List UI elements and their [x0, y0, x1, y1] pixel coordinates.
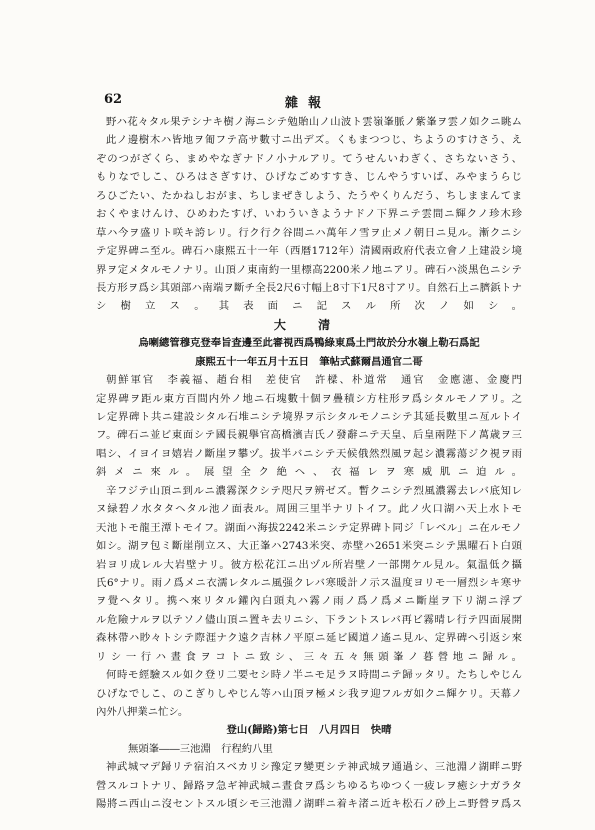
- text-line: 森林帶ハ眇々トシテ際涯ナク遠ク吉林ノ平原ニ延ビ國道ノ遙ニ見ル、定界碑ヘ引返シ來: [96, 632, 522, 645]
- text-line: 登山(歸路)第七日 八月四日 快晴: [226, 724, 392, 737]
- text-line: もりなでしこ、ひろはさぎすけ、ひげなごめすすき、じんやうすいば、みやまうらじ: [96, 171, 522, 184]
- document-body: [96, 113, 522, 814]
- text-line: 界ヲ定メタルモノナリ。山頂ノ東南約一里標高2200米ノ地ニアリ。碑石ハ淡黑色ニシテ: [96, 263, 522, 276]
- text-line: 辛フジテ山頂ニ到ルニ濃霧深クシテ咫尺ヲ辨ゼズ。暫クニシテ烈風濃霧去レバ底知レ: [106, 484, 522, 497]
- text-line: フ。碑石ニ並ビ東面シテ國長親擧官高橋濱吉氏ノ發辭ニテ天皇、后皇兩陛下ノ萬歳ヲ三: [96, 429, 522, 442]
- text-line: 天池トモ龍王潭トモイフ。湖面ハ海拔2242米ニシテ定界碑ト同ジ「レベル」ニ在ルモノ: [96, 521, 522, 534]
- text-line: 無頭峯――三池淵 行程約八里: [128, 742, 273, 755]
- running-title: 雜報: [284, 96, 331, 111]
- text-line: ル危險ナルヲ以テソノ儘山頂ニ置キ去リニシ、下ラントスレバ再ビ霧晴レ行テ四面展開: [96, 613, 522, 626]
- text-line: 此ノ邊樹木ハ皆地ヲ匍フテ高サ數寸ニ出デズ。くもまつつじ、ちようのすけさう、え: [106, 134, 522, 147]
- text-line: リシ一行ハ晝食ヲコトニ致シ、三々五々無頭峯ノ暮營地ニ歸ル。: [96, 650, 522, 663]
- text-line: 岩ヨリ成レル大岩壁ナリ。彼方松花江ニ出ヅル所岩壁ノ一部開ケル見ル。氣温低ク攝: [96, 558, 522, 571]
- text-line: 陽將ニ西山ニ沒セントスル頃シモ三池淵ノ湖畔ニ着キ渚ニ近キ松石ノ砂上ニ野營ヲ爲ス: [96, 798, 522, 811]
- text-line: 神武城マデ歸リテ宿泊スベカリシ豫定ヲ變更シテ神武城ヲ通過シ、三池淵ノ湖畔ニ野: [106, 761, 522, 774]
- text-line: ヲ覺ヘタリ。携ヘ來リタル鑵內白頭丸ハ霧ノ雨ノ爲ノ爲メニ斷崖ヲ下リ湖ニ浮ブ: [96, 595, 522, 608]
- text-line: 何時モ經驗スル如ク登リ二要セシ時ノ半ニモ足ラヌ時間ニテ歸ッタリ。たちしやじん: [106, 669, 522, 682]
- text-line: テ定界碑ニ至ル。碑石ハ康熙五十一年（西暦1712年）清國兩政府代表立會ノ上建設シ境: [96, 245, 522, 258]
- text-line: 定界碑ヲ距ル東方百間内外ノ地ニ石塊數十個ヲ疊積シ方柱形ヲ爲シタルモノアリ。之: [96, 392, 522, 405]
- text-line: 草ハ今ヲ盛リト咲キ誇レリ。行ク行ク谷間ニハ萬年ノ雪ヲ止メノ朝日ニ見ル。漸クニシ: [96, 226, 522, 239]
- text-line: シ樹立ス。其表面ニ記スル所次ノ如シ。: [96, 300, 522, 313]
- text-line: ろひごたい、たかねしおがま、ちしまぜきしよう、たうやくりんだう、ちしままんてま: [96, 189, 522, 202]
- text-line: 營スルコトナリ、歸路ヲ急ギ神武城ニ晝食ヲ爲シちゆるちゆつく一疲レヲ癒シナガラタ: [96, 779, 522, 792]
- text-line: 斜メニ來ル。展望全ク絶ヘ、衣福レヲ寒威肌ニ迫ル。: [96, 466, 522, 479]
- text-line: 如シ。湖ヲ包ミ斷崖削立ス、大正峯ハ2743米突、赤壁ハ2651米突ニシテ黒曜石ト白頭: [96, 540, 522, 553]
- page-number: 62: [104, 92, 123, 107]
- text-line: ぞのつがざくら、まめやなぎナドノ小ナルアリ。てうせんいわぎく、さちないさう、: [96, 152, 522, 165]
- text-line: ひげなでしこ、のこぎりしやじん等ハ山頂ヲ極メシ我ヲ迎フルガ如クニ輝ケリ。天幕ノ: [96, 687, 522, 700]
- text-line: 大 清: [273, 317, 345, 332]
- text-line: 朝鮮軍官 李義福、趙台相 差使官 許樑、朴道常 通官 金應瀗、金慶門: [106, 374, 522, 387]
- text-line: 內外八押業ニ忙シ。: [96, 706, 189, 718]
- text-line: レ定界碑ト共ニ建設シタル石堆ニシテ境界ヲ示シタルモノニシテ其延長數里ニ亙ルトイ: [96, 411, 522, 423]
- text-line: おくやまけんけ、ひめわたすげ、いわういきようナドノ下界ニテ雲間ニ輝クノ珍木珍: [96, 208, 522, 221]
- text-line: 野ハ花々タル果テシナキ樹ノ海ニシテ勉貽山ノ山波ト雲嶺峯脈ノ紫峯ヲ雲ノ如クニ眺ム: [106, 116, 522, 128]
- text-line: 康熙五十一年五月十五日 筆帖式蘇爾昌通官二哥: [195, 355, 423, 368]
- text-line: 長方形ヲ爲シ其頭部ハ南端ヲ斷チ全長2尺6寸幅上8寸下1尺8寸アリ。自然石上ニ臍鋲トナ: [96, 281, 522, 294]
- text-line: 烏喇總管穆克登奉旨査邊至此審視西爲鴨綠東爲土門故於分水嶺上勒石爲記: [138, 337, 480, 350]
- text-line: 氏6°ナリ。雨ノ爲メニ衣濡レタルニ風强クレバ寒暖計ノ示ス温度ヨリモ一層烈シキ寒サ: [96, 576, 522, 589]
- text-line: ヌ緑碧ノ水タタヘタル池ノ面表ル。周囲三里半ナリトイフ。此ノ火口湖ハ天上水トモ: [96, 503, 522, 516]
- text-line: 唱シ、イヨイヨ嬉岩ノ斷崖ヲ攀ヅ。拔半バニシテ天候俄然烈風ヲ起シ濃霧蕩ジク視ヲ雨: [96, 447, 522, 460]
